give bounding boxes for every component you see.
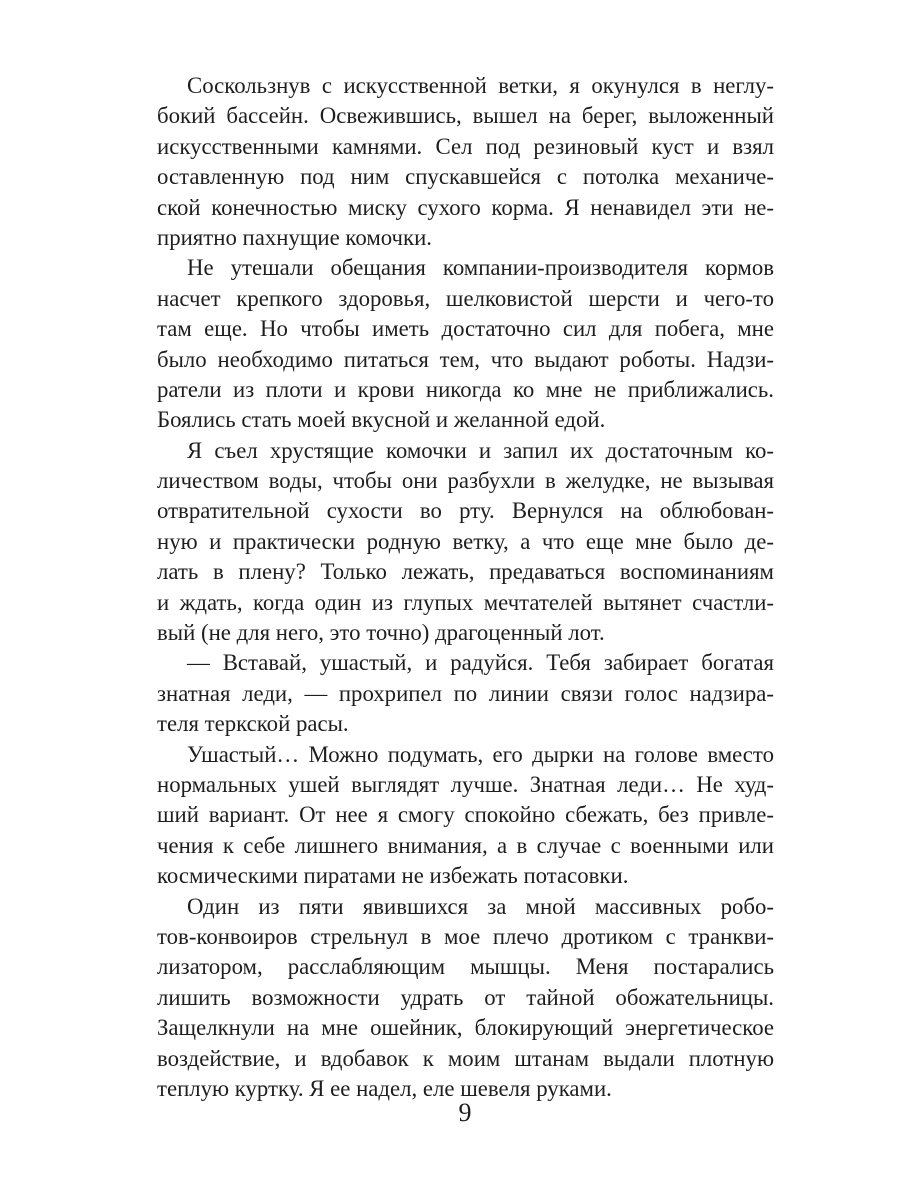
text-line: Ушастый… Можно подумать, его дырки на голове вместо xyxy=(187,741,774,767)
paragraph xyxy=(157,892,774,1105)
paragraph xyxy=(157,71,774,253)
text-line: и ждать, когда один из глупых мечтателей вытянет счастли- xyxy=(157,589,774,615)
text-line: теплую куртку. Я ее надел, еле шевеля руками. xyxy=(157,1075,612,1101)
text-line: лишить возможности удрать от тайной обожательницы. xyxy=(157,984,774,1010)
text-line: ший вариант. От нее я смогу спокойно сбежать, без привле- xyxy=(157,802,774,828)
text-line: чения к себе лишнего внимания, а в случае с военными или xyxy=(157,832,774,858)
text-line: теля теркской расы. xyxy=(157,711,349,737)
text-line: было необходимо питаться тем, что выдают роботы. Надзи- xyxy=(157,346,774,372)
text-line: Один из пяти явившихся за мной массивных робо- xyxy=(187,893,774,919)
text-line: ную и практически родную ветку, а что еще мне было де- xyxy=(157,528,774,554)
text-line: нормальных ушей выглядят лучше. Знатная леди… Не худ- xyxy=(157,771,774,797)
paragraph xyxy=(157,740,774,892)
text-line: Соскользнув с искусственной ветки, я окунулся в неглу- xyxy=(187,73,774,98)
text-line: приятно пахнущие комочки. xyxy=(157,224,432,250)
text-line: Защелкнули на мне ошейник, блокирующий энергетическое xyxy=(157,1015,774,1041)
text-line: лать в плену? Только лежать, предаваться воспоминаниям xyxy=(157,559,774,585)
text-line: личеством воды, чтобы они разбухли в желудке, не вызывая xyxy=(157,468,774,494)
text-line: воздействие, и вдобавок к моим штанам выдали плотную xyxy=(157,1045,774,1071)
body-text xyxy=(157,71,774,1104)
text-line: вый (не для него, это точно) драгоценный лот. xyxy=(157,620,605,646)
text-line: Я съел хрустящие комочки и запил их достаточным ко- xyxy=(187,437,774,463)
text-line: ской конечностью миску сухого корма. Я ненавидел эти не- xyxy=(157,194,774,220)
text-line: знатная леди, — прохрипел по линии связи голос надзира- xyxy=(157,680,774,706)
text-line: ратели из плоти и крови никогда ко мне не приближались. xyxy=(157,376,774,402)
paragraph xyxy=(157,253,774,435)
page-number: 9 xyxy=(458,1098,472,1127)
text-line: — Вставай, ушастый, и радуйся. Тебя забирает богатая xyxy=(187,650,774,676)
paragraph xyxy=(157,648,774,739)
text-line: насчет крепкого здоровья, шелковистой шерсти и чего-то xyxy=(157,285,774,311)
text-line: бокий бассейн. Освежившись, вышел на берег, выложенный xyxy=(157,103,774,129)
text-line: лизатором, расслабляющим мышцы. Меня постарались xyxy=(157,954,774,980)
text-line: отвратительной сухости во рту. Вернулся на облюбован- xyxy=(157,498,774,524)
text-line: Не утешали обещания компании-производителя кормов xyxy=(187,255,774,281)
text-line: там еще. Но чтобы иметь достаточно сил для побега, мне xyxy=(157,316,774,342)
text-line: космическими пиратами не избежать потасовки. xyxy=(157,863,629,889)
paragraph xyxy=(157,436,774,649)
text-line: искусственными камнями. Сел под резиновый куст и взял xyxy=(157,133,774,159)
text-line: тов-конвоиров стрельнул в мое плечо дротиком с транкви- xyxy=(157,923,774,949)
text-line: оставленную под ним спускавшейся с потолка механиче- xyxy=(157,164,774,190)
text-line: Боялись стать моей вкусной и желанной едой. xyxy=(157,407,606,433)
